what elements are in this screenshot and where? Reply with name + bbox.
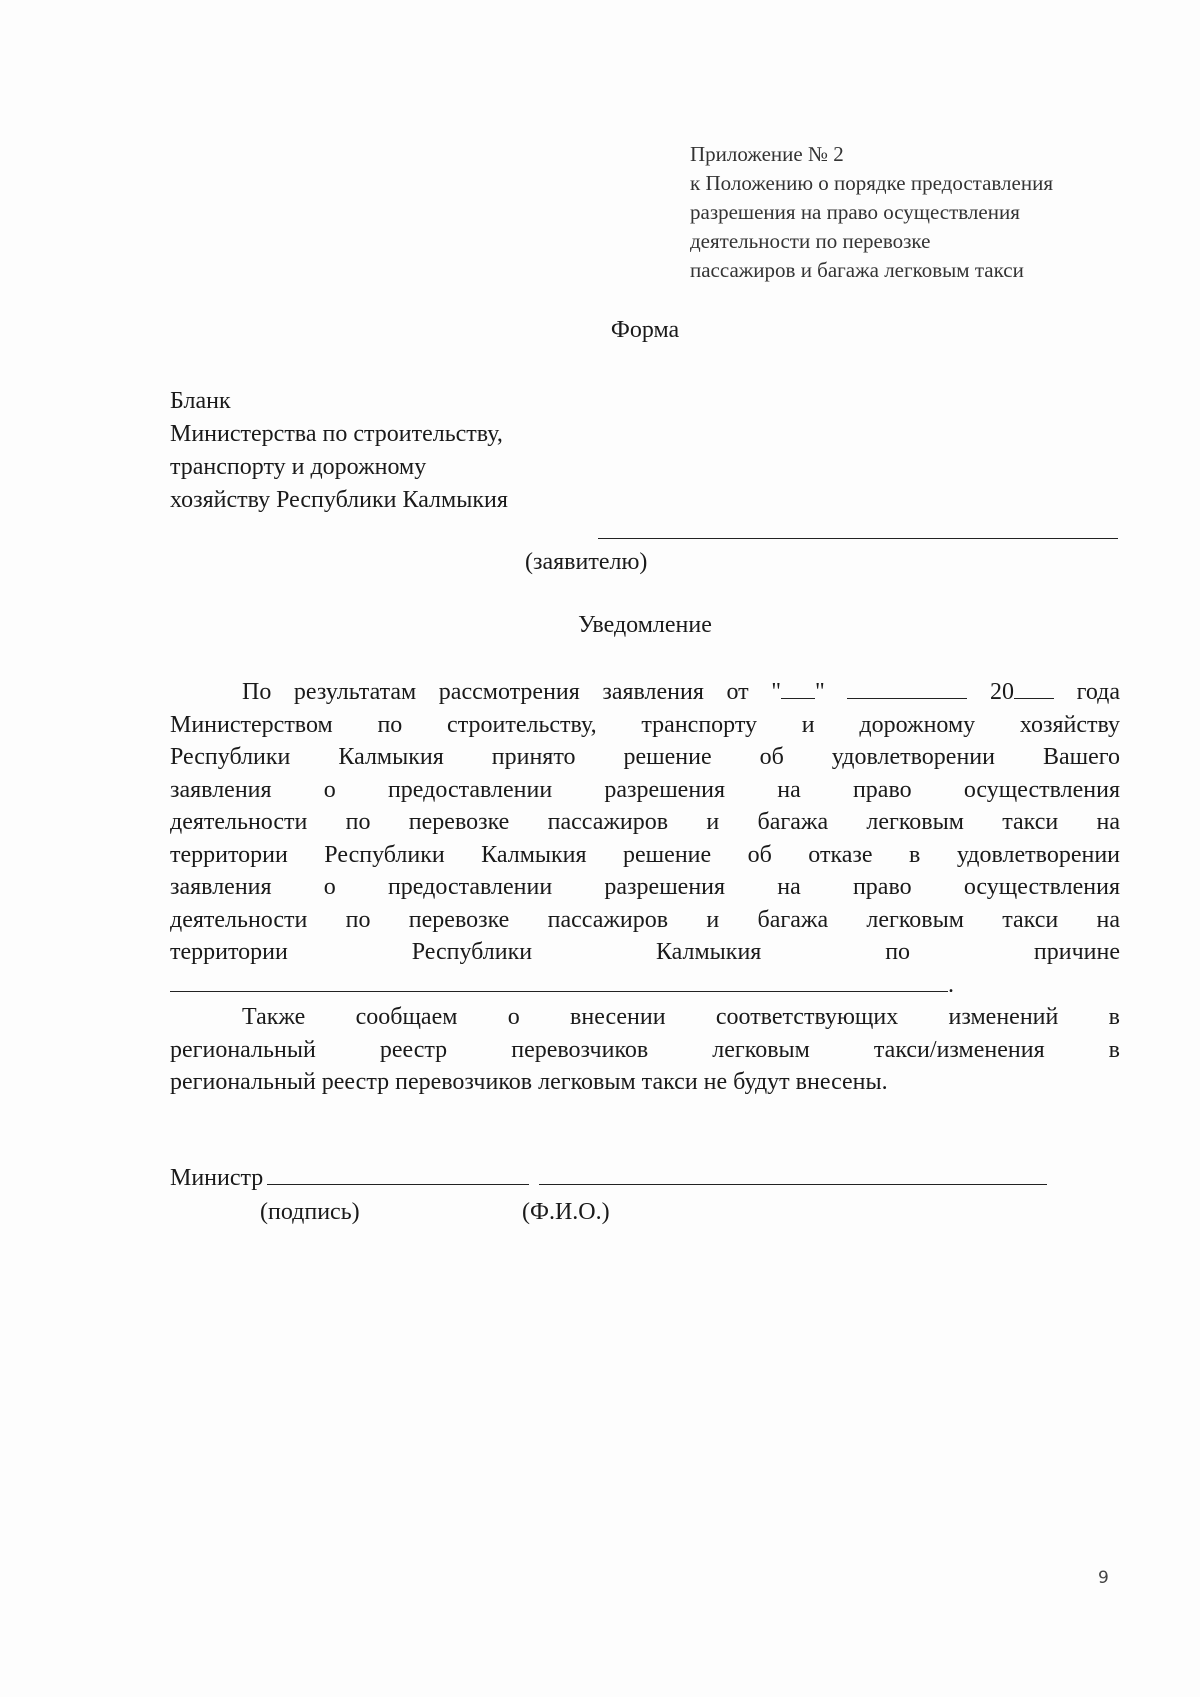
letterhead-line: Министерства по строительству, [170,421,503,447]
appendix-line: разрешения на право осуществления [690,200,1020,224]
signature-caption: (подпись) [260,1199,360,1225]
full-name-blank [539,1162,1047,1185]
signatory-role: Министр [170,1165,264,1191]
year-blank [1014,678,1054,699]
signature-row [170,1162,1120,1194]
body-line: деятельности по перевозке пассажиров и багажа легковым такси на [170,906,1120,933]
form-label: Форма [610,317,680,343]
body-line: заявления о предоставлении разрешения на право осуществления [170,874,1120,900]
letterhead [170,385,670,517]
notice-title: Уведомление [578,612,712,638]
appendix-line: деятельности по перевозке [690,229,931,253]
letterhead-line: Бланк [170,388,231,414]
page-number: 9 [1098,1568,1109,1588]
body-line: заявления о предоставлении разрешения на право осуществления [170,776,1120,803]
letterhead-line: хозяйству Республики Калмыкия [170,487,508,513]
para2-line: Также сообщаем о внесении соответствующих изменений в [242,1004,1120,1030]
body-line: территории Республики Калмыкия по причине [170,939,1120,965]
para2-line: региональный реестр перевозчиков легковым такси не будут внесены. [170,1069,888,1095]
body-line: Республики Калмыкия принято решение об удовлетворении Вашего [170,744,1120,770]
year-word: года [1076,679,1120,705]
reason-line-row [170,969,1120,1002]
body-line: территории Республики Калмыкия решение об отказе в удовлетворении [170,841,1120,868]
notice-body [170,676,1120,1099]
appendix-line: к Положению о порядке предоставления [690,171,1053,195]
para2-line: региональный реестр перевозчиков легковым такси/изменения в [170,1036,1120,1063]
appendix-line: пассажиров и багажа легковым такси [690,258,1024,282]
applicant-caption: (заявителю) [525,549,648,575]
reason-blank [170,969,948,992]
full-name-caption: (Ф.И.О.) [522,1199,610,1225]
appendix-header [690,140,1130,285]
date-intro-text: По результатам рассмотрения заявления от " [242,679,782,705]
applicant-blank-line [598,538,1118,539]
signature-blank [267,1162,529,1185]
reason-period: . [948,971,954,998]
month-blank [847,678,967,699]
appendix-line: Приложение № 2 [690,142,844,166]
letterhead-line: транспорту и дорожному [170,454,427,480]
day-blank [781,678,815,699]
body-line-date [170,676,1120,709]
body-line: Министерством по строительству, транспорту и дорожному хозяйству [170,711,1120,738]
year-prefix: 20 [990,679,1015,705]
quote-mark: " [815,679,825,705]
body-line: деятельности по перевозке пассажиров и багажа легковым такси на [170,809,1120,835]
